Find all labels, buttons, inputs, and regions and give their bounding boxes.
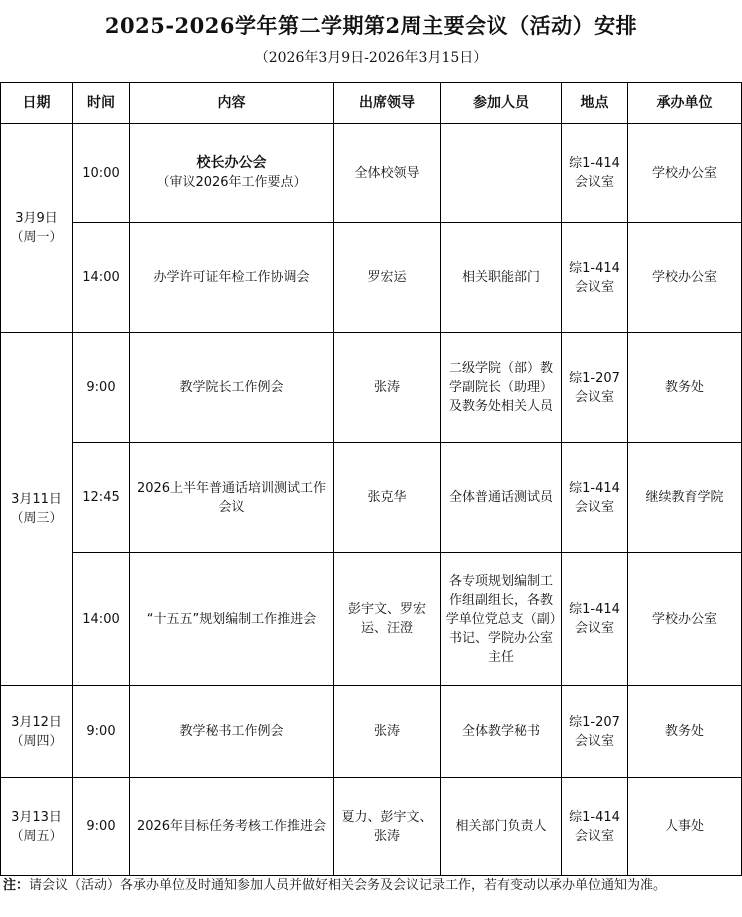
table-row	[1, 443, 742, 553]
column-header-leaders: 出席领导	[334, 83, 441, 124]
column-header-participants: 参加人员	[441, 83, 562, 124]
leaders-cell: 张克华	[334, 443, 441, 553]
column-header-organizer: 承办单位	[628, 83, 742, 124]
content-cell: “十五五”规划编制工作推进会	[130, 553, 334, 686]
table-row	[1, 686, 742, 778]
organizer-cell: 继续教育学院	[628, 443, 742, 553]
column-header-date: 日期	[1, 83, 73, 124]
organizer-cell: 学校办公室	[628, 124, 742, 223]
time-cell: 9:00	[73, 686, 130, 778]
time-cell: 14:00	[73, 553, 130, 686]
organizer-cell: 人事处	[628, 778, 742, 876]
location-cell: 综1-414会议室	[562, 223, 628, 333]
leaders-cell: 夏力、彭宇文、张涛	[334, 778, 441, 876]
participants-cell: 二级学院（部）教学副院长（助理）及教务处相关人员	[441, 333, 562, 443]
page-title: 2025-2026学年第二学期第2周主要会议（活动）安排	[104, 13, 638, 38]
table-header-row	[1, 83, 742, 124]
time-cell: 12:45	[73, 443, 130, 553]
leaders-cell: 张涛	[334, 333, 441, 443]
participants-cell: 全体普通话测试员	[441, 443, 562, 553]
table-row	[1, 223, 742, 333]
note-label: 注：	[3, 878, 30, 893]
location-cell: 综1-207会议室	[562, 333, 628, 443]
date-label: 3月9日	[15, 211, 58, 226]
weekday-label: （周一）	[10, 230, 63, 245]
leaders-cell: 罗宏运	[334, 223, 441, 333]
content-cell: 教学秘书工作例会	[130, 686, 334, 778]
content-cell: 教学院长工作例会	[130, 333, 334, 443]
organizer-cell: 教务处	[628, 333, 742, 443]
date-cell	[1, 124, 73, 333]
table-row	[1, 553, 742, 686]
date-cell	[1, 333, 73, 686]
date-cell	[1, 686, 73, 778]
leaders-cell: 全体校领导	[334, 124, 441, 223]
weekday-label: （周三）	[10, 511, 63, 526]
date-cell	[1, 778, 73, 876]
footnote	[3, 876, 737, 895]
table-row	[1, 124, 742, 223]
participants-cell: 相关职能部门	[441, 223, 562, 333]
date-label: 3月12日	[11, 714, 62, 730]
organizer-cell: 学校办公室	[628, 223, 742, 333]
organizer-cell: 教务处	[628, 686, 742, 778]
weekday-label: （周五）	[10, 828, 63, 844]
leaders-cell: 彭宇文、罗宏运、汪澄	[334, 553, 441, 686]
date-label: 3月13日	[11, 809, 62, 825]
content-title: 校长办公会	[196, 155, 267, 171]
date-label: 3月11日	[11, 492, 62, 507]
date-range-subtitle: （2026年3月9日-2026年3月15日）	[254, 50, 488, 66]
note-text: 请会议（活动）各承办单位及时通知参加人员并做好相关会务及会议记录工作，若有变动以承办单位通知为准。	[29, 878, 667, 893]
time-cell: 9:00	[73, 778, 130, 876]
participants-cell: 全体教学秘书	[441, 686, 562, 778]
meeting-schedule-table	[0, 82, 742, 876]
content-cell: 2026年目标任务考核工作推进会	[130, 778, 334, 876]
time-cell: 10:00	[73, 124, 130, 223]
participants-cell: 相关部门负责人	[441, 778, 562, 876]
content-detail: （审议2026年工作要点）	[156, 175, 307, 190]
location-cell: 综1-414会议室	[562, 553, 628, 686]
participants-cell	[441, 124, 562, 223]
column-header-content: 内容	[130, 83, 334, 124]
participants-cell: 各专项规划编制工作组副组长，各教学单位党总支（副）书记、学院办公室主任	[441, 553, 562, 686]
content-cell: 办学许可证年检工作协调会	[130, 223, 334, 333]
organizer-cell: 学校办公室	[628, 553, 742, 686]
weekday-label: （周四）	[10, 733, 63, 749]
time-cell: 14:00	[73, 223, 130, 333]
time-cell: 9:00	[73, 333, 130, 443]
content-cell	[130, 124, 334, 223]
location-cell: 综1-207会议室	[562, 686, 628, 778]
table-row	[1, 333, 742, 443]
column-header-location: 地点	[562, 83, 628, 124]
table-row	[1, 778, 742, 876]
location-cell: 综1-414会议室	[562, 778, 628, 876]
leaders-cell: 张涛	[334, 686, 441, 778]
location-cell: 综1-414会议室	[562, 443, 628, 553]
column-header-time: 时间	[73, 83, 130, 124]
location-cell: 综1-414会议室	[562, 124, 628, 223]
content-cell: 2026上半年普通话培训测试工作会议	[130, 443, 334, 553]
